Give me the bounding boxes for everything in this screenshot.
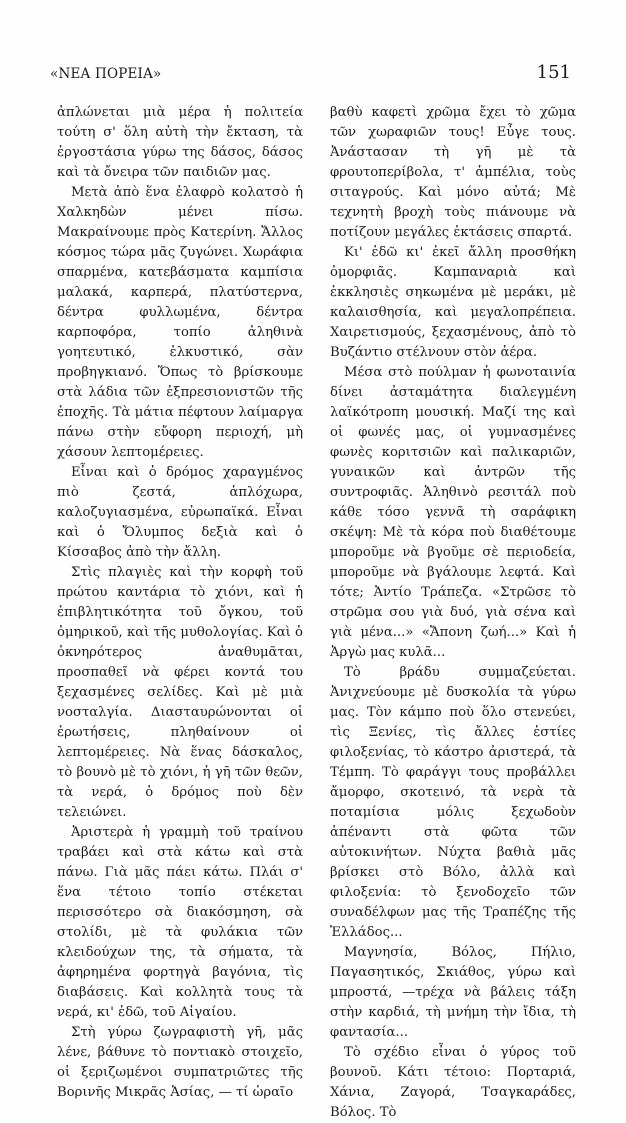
paragraph: Μετὰ ἀπὸ ἕνα ἐλαφρὸ κολατσὸ ἡ Χαλκηδὼν μένει πίσω. Μακραίνουμε πρὸς Κατερίνη. Ἄλλος κόσμος τώρα μᾶς ζυγώνει. Χωράφια σπαρμένα, κατεβάσματα καμπίσια μαλακά, καρπερά, πλατύστερνα, δέντρα φυλλωμένα, δέντρα καρποφόρα, τοπίο ἀληθινὰ γοητευτικό, ἑλκυστικό, σὰν προβηγκιανό. Ὅπως τὸ βρίσκουμε στὰ λάδια τῶν ἐξπρεσιονιστῶν τῆς ἐποχῆς. Τὰ μάτια πέφτουν λαίμαργα πάνω στὴν εὔφορη περιοχή, μὴ χάσουν λεπτομέρειες. — [57, 185, 303, 460]
page-header — [50, 62, 571, 88]
paragraph: βαθὺ καφετὶ χρῶμα ἔχει τὸ χῶμα τῶν χωραφιῶν τους! Εὖγε τους. Ἀνάστασαν τὴ γῆ μὲ τὰ φρουτοπερίβολα, τ' ἀμπέλια, τοὺς σιταγρούς. Καὶ μόνο αὐτά; Μὲ τεχνητὴ βροχὴ τοὺς πιάνουμε νὰ ποτίζουν μεγάλες ἐκτάσεις σπαρτά. — [330, 105, 576, 240]
page-number: 151 — [536, 62, 571, 83]
paragraph: Κι' ἐδῶ κι' ἐκεῖ ἄλλη προσθήκη ὀμορφιᾶς. Καμπαναριὰ καὶ ἐκκλησιὲς σηκωμένα μὲ μεράκι, μὲ καλαισθησία, καὶ μεγαλοπρέπεια. Χαιρετισμούς, ξεχασμένους, ἀπὸ τὸ Βυζάντιο στέλνουν στὸν ἀέρα. — [330, 245, 576, 360]
paragraph: Εἶναι καὶ ὁ δρόμος χαραγμένος πιὸ ζεστά, ἁπλόχωρα, καλοζυγιασμένα, εὐρωπαϊκά. Εἶναι καὶ ὁ Ὄλυμπος δεξιὰ καὶ ὁ Κίσσαβος ἀπὸ τὴν ἄλλη. — [57, 465, 303, 560]
right-column — [330, 103, 576, 1123]
running-title: «ΝΕΑ ΠΟΡΕΙΑ» — [50, 66, 162, 82]
paragraph: Στὴ γύρω ζωγραφιστὴ γῆ, μᾶς λένε, βάθυνε τὸ ποντιακὸ στοιχεῖο, οἱ ξεριζωμένοι συμπατριῶτες τῆς Βορινῆς Μικρᾶς Ἀσίας, — τί ὡραῖο — [57, 1025, 303, 1100]
paragraph: ἁπλώνεται μιὰ μέρα ἡ πολιτεία τούτη σ' ὅλη αὐτὴ τὴν ἔκταση, τὰ ἐργοστάσια γύρω της δάσος, δάσος καὶ τὰ ὄνειρα τῶν παιδιῶν μας. — [57, 105, 303, 180]
left-column — [57, 103, 303, 1103]
paragraph: Τὸ βράδυ συμμαζεύεται. Ἀνιχνεύουμε μὲ δυσκολία τὰ γύρω μας. Τὸν κάμπο ποὺ ὅλο στενεύει, τὶς Ξενίες, τὶς ἄλλες ἑστίες φιλοξενίας, τὸ κάστρο ἀριστερά, τὰ Τέμπη. Τὸ φαράγγι τους προβάλλει ἄμορφο, σκοτεινό, τὰ νερὰ τὰ ποταμίσια μόλις ξεχωδοὺν ἀπέναντι στὰ φῶτα τῶν αὐτοκινήτων. Νύχτα βαθιὰ μᾶς βρίσκει στὸ Βόλο, ἀλλὰ καὶ φιλοξενία: τὸ ξενοδοχεῖο τῶν συναδέλφων μας τῆς Τραπέζης τῆς Ἑλλάδος... — [330, 665, 576, 940]
paragraph: Τὸ σχέδιο εἶναι ὁ γύρος τοῦ βουνοῦ. Κάτι τέτοιο: Πορταριά, Χάνια, Ζαγορά, Τσαγκαράδες, Βόλος. Τὸ — [330, 1045, 576, 1120]
paragraph: Ἀριστερὰ ἡ γραμμὴ τοῦ τραίνου τραβάει καὶ στὰ κάτω καὶ στὰ πάνω. Γιὰ μᾶς πάει κάτω. Πλάι σ' ἕνα τέτοιο τοπίο στέκεται περισσότερο σὰ διακόσμηση, σὰ στολίδι, μὲ τὰ φυλάκια τῶν κλειδούχων της, τὰ σήματα, τὰ ἀφηρημένα φορτηγὰ βαγόνια, τὶς διαβάσεις. Καὶ κολλητὰ τους τὰ νερά, κι' ἐδῶ, τοῦ Αἰγαίου. — [57, 825, 303, 1020]
paragraph: Μέσα στὸ πούλμαν ἡ φωνοταινία δίνει ἀσταμάτητα διαλεγμένη λαϊκότροπη μουσική. Μαζί της καὶ οἱ φωνές μας, οἱ γυμνασμένες φωνὲς κοριτσιῶν καὶ παλικαριῶν, γυναικῶν καὶ ἀντρῶν τῆς συντροφιᾶς. Ἀληθινὸ ρεσιτάλ ποὺ κάθε τόσο γεννᾶ τὴ σαράφικη σκέψη: Μὲ τὰ κόρα ποὺ διαθέτουμε μποροῦμε νὰ βγοῦμε σὲ περιοδεία, μποροῦμε νὰ βγάλουμε λεφτά. Καὶ τότε; Ἀντίο Τράπεζα. «Στρῶσε τὸ στρῶμα σου γιὰ δυό, γιὰ σένα καὶ γιὰ μένα...» «Ἄπονη ζωή...» Καὶ ἡ Ἀργὼ μας κυλᾶ... — [330, 365, 576, 660]
paragraph: Μαγνησία, Βόλος, Πήλιο, Παγασητικός, Σκιάθος, γύρω καὶ μπροστά, —τρέχα νὰ βάλεις τάξη στὴν καρδιά, τὴ μνήμη τὴν ἴδια, τὴ φαντασία... — [330, 945, 576, 1040]
paragraph: Στὶς πλαγιὲς καὶ τὴν κορφὴ τοῦ πρώτου καντάρια τὸ χιόνι, καὶ ἡ ἐπιβλητικότητα τοῦ ὄγκου, τοῦ ὀμηρικοῦ, καὶ τῆς μυθολογίας. Καὶ ὁ ὀκνηρότερος ἀναθυμᾶται, προσπαθεῖ νὰ φέρει κοντά του ξεχασμένες σελίδες. Καὶ μὲ μιὰ νοσταλγία. Διασταυρώνονται οἱ ἐρωτήσεις, πληθαίνουν οἱ λεπτομέρειες. Νὰ ἕνας δάσκαλος, τὸ βουνὸ μὲ τὸ χιόνι, ἡ γῆ τῶν θεῶν, τὰ νερά, ὁ δρόμος ποὺ δὲν τελειώνει. — [57, 565, 303, 820]
